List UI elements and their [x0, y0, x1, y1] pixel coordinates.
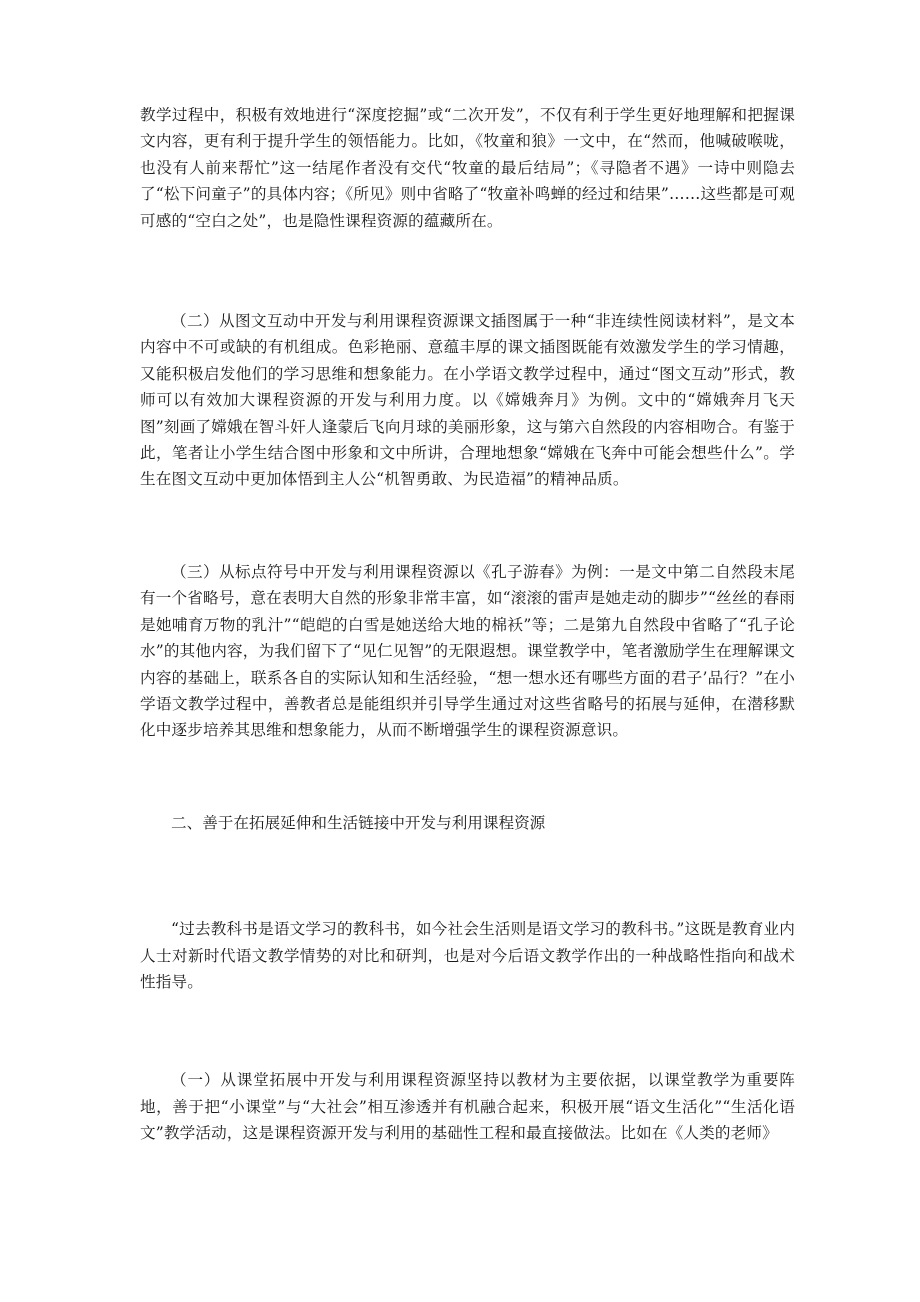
- paragraph-punctuation: （三）从标点符号中开发与利用课程资源以《孔子游春》为例：一是文中第二自然段末尾有一个省略号，意在表明大自然的形象非常丰富，如“滚滚的雷声是她走动的脚步”“丝丝的春雨是她哺育万物的乳汁”“皑皑的白雪是她送给大地的棉袄”等；二是第九自然段中省略了“孔子论水”的其他内容，为我们留下了“见仁见智”的无限遐想。课堂教学中，笔者激励学生在理解课文内容的基础上，联系各自的实际认知和生活经验，“想一想水还有哪些方面的君子’品行？”在小学语文教学过程中，善教者总是能组织并引导学生通过对这些省略号的拓展与延伸，在潜移默化中逐步培养其思维和想象能力，从而不断增强学生的课程资源意识。: [140, 562, 795, 740]
- paragraph-classroom-extension: （一）从课堂拓展中开发与利用课程资源坚持以教材为主要依据，以课堂教学为重要阵地，善于把“小课堂”与“大社会”相互渗透并有机融合起来，积极开展“语文生活化”“生活化语文”教学活动，这是课程资源开发与利用的基础性工程和最直接做法。比如在《人类的老师》: [140, 1071, 795, 1143]
- paragraph-textbook-quote: “过去教科书是语文学习的教科书，如今社会生活则是语文学习的教科书。”这既是教育业内人士对新时代语文教学情势的对比和研判，也是对今后语文教学作出的一种战略性指向和战术性指导。: [140, 920, 795, 991]
- document-page: [140, 102, 795, 1147]
- section-heading-2: 二、善于在拓展延伸和生活链接中开发与利用课程资源: [171, 813, 546, 832]
- paragraph-image-text-interaction: （二）从图文互动中开发与利用课程资源课文插图属于一种“非连续性阅读材料”，是文本内容中不可或缺的有机组成。色彩艳丽、意蕴丰厚的课文插图既能有效激发学生的学习情趣，又能积极启发他们的学习思维和想象能力。在小学语文教学过程中，通过“图文互动”形式，教师可以有效加大课程资源的开发与利用力度。以《嫦娥奔月》为例。文中的“嫦娥奔月飞天图”刻画了嫦娥在智斗奸人逢蒙后飞向月球的美丽形象，这与第六自然段的内容相吻合。有鉴于此，笔者让小学生结合图中形象和文中所讲，合理地想象“嫦娥在飞奔中可能会想些什么”。学生在图文互动中更加体悟到主人公“机智勇敢、为民造福”的精神品质。: [140, 312, 795, 489]
- paragraph-deep-mining: 教学过程中，积极有效地进行“深度挖掘”或“二次开发”，不仅有利于学生更好地理解和把握课文内容，更有利于提升学生的领悟能力。比如，《牧童和狼》一文中，在“然而，他喊破喉咙，也没有人前来帮忙”这一结尾作者没有交代“牧童的最后结局”；《寻隐者不遇》一诗中则隐去了“松下问童子”的具体内容；《所见》则中省略了“牧童补鸣蝉的经过和结果”……这些都是可观可感的“空白之处”，也是隐性课程资源的蕴藏所在。: [140, 106, 795, 230]
